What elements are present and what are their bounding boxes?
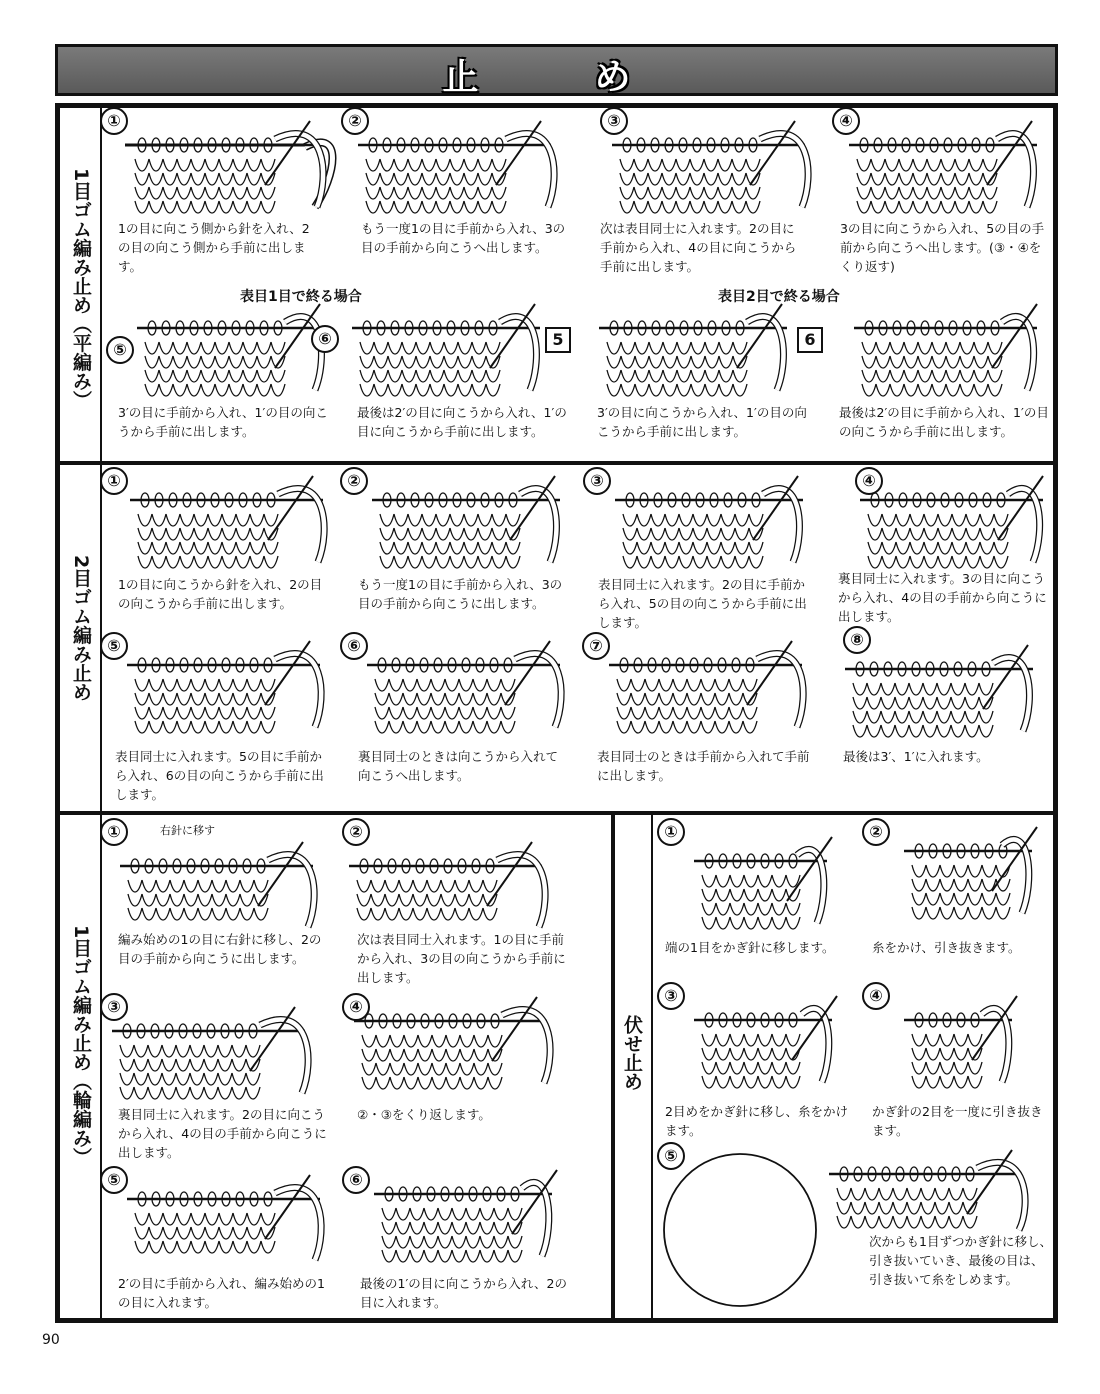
step-number: ⑥ xyxy=(342,1166,370,1194)
s1-step-6 xyxy=(305,300,565,450)
s3-step-6 xyxy=(342,1166,572,1316)
knitting-illustration xyxy=(597,300,797,400)
section-label xyxy=(68,925,94,1166)
step-number: ⑤ xyxy=(106,336,134,364)
s3-step-3 xyxy=(100,993,340,1163)
step-number: ① xyxy=(100,107,128,135)
step-caption: もう一度1の目に手前から入れ、3の目の手前から向こうに出します。 xyxy=(358,577,563,611)
s1-step-4 xyxy=(832,107,1052,287)
s2-step-8 xyxy=(843,626,1053,786)
step-number: ③ xyxy=(583,467,611,495)
step-caption: もう一度1の目に手前から入れ、3の目の手前から向こうへ出します。 xyxy=(361,221,566,255)
step-number: ④ xyxy=(342,993,370,1021)
step-number: ① xyxy=(100,467,128,495)
step-caption: 1の目に向こうから針を入れ、2の目の向こうから手前に出します。 xyxy=(118,577,323,611)
step-caption: 3′の目に向こうから入れ、1′の目の向こうから手前に出します。 xyxy=(597,405,807,439)
closeup-circle-illustration xyxy=(660,1150,820,1310)
step-caption: 最後は2′の目に向こうから入れ、1′の目に向こうから手前に出します。 xyxy=(357,405,567,439)
s1-step-1 xyxy=(100,107,330,287)
knitting-illustration xyxy=(852,300,1047,400)
s2-step-6 xyxy=(340,632,580,792)
knitting-illustration xyxy=(350,300,550,400)
step-number: ⑤ xyxy=(100,632,128,660)
s1-step-b5 xyxy=(545,300,805,450)
step-number: ⑥ xyxy=(340,632,368,660)
section-label-text: 1目ゴム編み止め（平編み） xyxy=(70,168,92,410)
subheading-ends-two-knit: 表目2目で終る場合 xyxy=(718,289,840,305)
step-caption: かぎ針の2目を一度に引き抜きます。 xyxy=(872,1104,1043,1138)
step-number: ③ xyxy=(100,993,128,1021)
step-caption: 糸をかけ、引き抜きます。 xyxy=(872,940,1021,955)
step-caption: 2目めをかぎ針に移し、糸をかけます。 xyxy=(665,1104,848,1138)
s3-step-1 xyxy=(100,818,340,978)
step-number: ④ xyxy=(855,467,883,495)
s2-step-3 xyxy=(583,467,823,630)
knitting-illustration xyxy=(858,472,1053,572)
step-caption: 裏目同士に入れます。3の目に向こうから入れ、4の目の手前から向こうに出します。 xyxy=(838,571,1047,624)
step-caption: 次は表目同士に入れます。2の目に手前から入れ、4の目に向こうから手前に出します。 xyxy=(600,221,797,274)
knitting-illustration xyxy=(613,472,813,572)
section-label-text: 1目ゴム編み止め（輪編み） xyxy=(70,925,92,1167)
section-label xyxy=(68,555,94,701)
step-caption: 表目同士に入れます。5の目に手前から入れ、6の目の向こうから手前に出します。 xyxy=(115,749,324,802)
section-label xyxy=(619,1015,645,1091)
subheading-ends-one-knit: 表目1目で終る場合 xyxy=(240,289,362,305)
step-number: ② xyxy=(341,107,369,135)
s3-step-4 xyxy=(342,993,572,1153)
step-caption: 3の目に向こうから入れ、5の目の手前から向こうへ出します。(③・④をくり返す) xyxy=(840,221,1045,274)
step-number: ① xyxy=(657,818,685,846)
s2-step-5 xyxy=(100,632,340,812)
knitting-illustration xyxy=(352,993,567,1098)
knitting-illustration xyxy=(372,1166,562,1266)
knitting-illustration xyxy=(347,838,567,933)
title-banner xyxy=(55,44,1058,96)
step-number: ⑤ xyxy=(100,1166,128,1194)
step-number: ⑦ xyxy=(582,632,610,660)
step-caption: 裏目同士に入れます。2の目に向こうから入れ、4の目の手前から向こうに出します。 xyxy=(118,1107,327,1160)
knitting-illustration xyxy=(128,472,338,572)
knitting-illustration xyxy=(692,992,842,1102)
knitting-illustration xyxy=(610,117,825,217)
step-caption: ②・③をくり返します。 xyxy=(357,1107,491,1122)
knitting-illustration xyxy=(902,992,1022,1092)
move-to-right-needle-note: 右針に移す xyxy=(160,824,215,837)
s4-step-4 xyxy=(862,982,1052,1142)
s4-step-3 xyxy=(657,982,857,1142)
step-number: ③ xyxy=(600,107,628,135)
step-caption: 最後の1′の目に向こうから入れ、2の目に入れます。 xyxy=(360,1276,567,1310)
step-caption: 3′の目に手前から入れ、1′の目の向こうから手前に出します。 xyxy=(118,405,328,439)
page-number: 90 xyxy=(42,1332,60,1348)
step-number: ① xyxy=(100,818,128,846)
knitting-illustration xyxy=(692,833,837,933)
step-caption: 端の1目をかぎ針に移します。 xyxy=(665,940,835,955)
step-number: 5 xyxy=(545,327,571,353)
step-caption: 次は表目同士入れます。1の目に手前から入れ、3の目の向こうから手前に出します。 xyxy=(357,932,566,985)
step-caption: 表目同士に入れます。2の目に手前から入れ、5の目の向こうから手前に出します。 xyxy=(598,577,807,630)
step-number: ⑥ xyxy=(311,325,339,353)
s3-step-2 xyxy=(342,818,572,985)
section-label xyxy=(68,168,94,409)
knitting-illustration xyxy=(902,823,1042,933)
step-caption: 裏目同士のときは向こうから入れて向こうへ出します。 xyxy=(358,749,559,783)
knitting-illustration xyxy=(118,838,328,933)
knitting-illustration xyxy=(125,1171,335,1266)
step-number: ⑧ xyxy=(843,626,871,654)
step-caption: 2′の目に手前から入れ、編み始めの1の目に入れます。 xyxy=(118,1276,325,1310)
step-caption: 最後は2′の目に手前から入れ、1′の目の向こうから手前に出します。 xyxy=(839,405,1049,439)
s2-step-2 xyxy=(340,467,580,627)
step-number: ② xyxy=(342,818,370,846)
s1-step-b6 xyxy=(797,300,1057,450)
knitting-illustration xyxy=(365,637,575,747)
step-caption: 表目同士のときは手前から入れて手前に出します。 xyxy=(597,749,810,783)
s2-step-1 xyxy=(100,467,340,617)
step-number: ④ xyxy=(832,107,860,135)
step-caption: 次からも1目ずつかぎ針に移し、引き抜いていき、最後の目は、引き抜いて糸をしめます。 xyxy=(869,1234,1052,1287)
step-caption: 編み始めの1の目に右針に移し、2の目の手前から向こうに出します。 xyxy=(118,932,322,966)
knitting-illustration xyxy=(125,637,335,747)
step-caption: 1の目に向こう側から針を入れ、2の目の向こう側から手前に出します。 xyxy=(118,221,310,274)
s4-step-5 xyxy=(657,1142,1057,1317)
step-number: ④ xyxy=(862,982,890,1010)
s4-step-1 xyxy=(657,818,857,968)
step-caption: 最後は3′、1′に入れます。 xyxy=(843,749,989,764)
s1-step-5 xyxy=(100,300,340,450)
page-title: 止 め xyxy=(442,57,671,98)
s1-step-2 xyxy=(341,107,591,287)
step-number: ③ xyxy=(657,982,685,1010)
s4-step-2 xyxy=(862,818,1052,968)
step-number: ② xyxy=(862,818,890,846)
step-number: 6 xyxy=(797,327,823,353)
section-label-text: 2目ゴム編み止め xyxy=(70,555,92,702)
s1-step-3 xyxy=(600,107,830,287)
knitting-illustration xyxy=(125,117,345,217)
step-number: ② xyxy=(340,467,368,495)
knitting-illustration xyxy=(370,472,570,572)
knitting-illustration xyxy=(110,1003,335,1103)
knitting-illustration xyxy=(827,1146,1052,1236)
section-label-text: 伏せ止め xyxy=(621,1015,643,1091)
step-number: ⑤ xyxy=(657,1142,685,1170)
knitting-illustration xyxy=(843,641,1043,746)
knitting-illustration xyxy=(356,117,586,217)
knitting-illustration xyxy=(607,637,817,747)
knitting-illustration xyxy=(847,117,1047,217)
s3-step-5 xyxy=(100,1166,340,1316)
s2-step-7 xyxy=(582,632,827,792)
s2-step-4 xyxy=(833,467,1053,627)
